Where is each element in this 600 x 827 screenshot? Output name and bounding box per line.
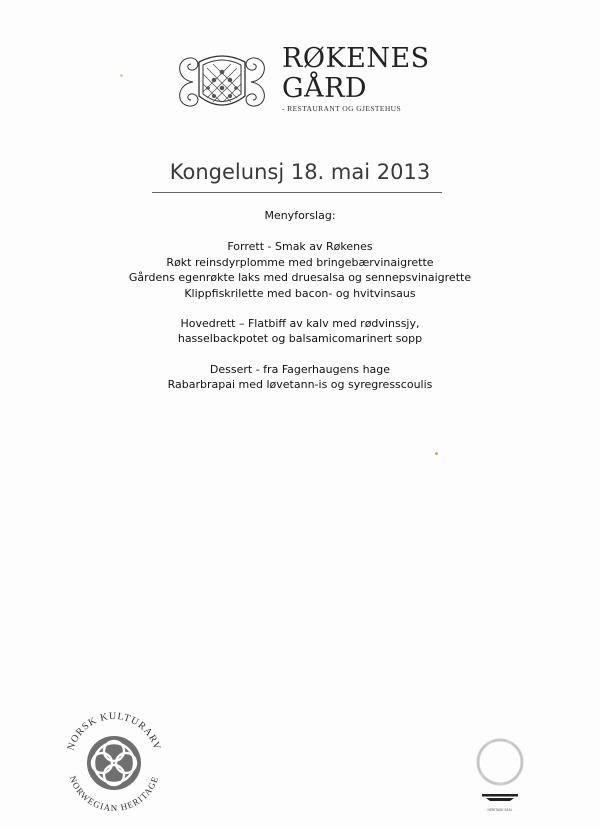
rokenes-crest-icon [173,50,271,114]
celtic-knot-icon [87,736,141,790]
paper-speck [120,74,123,77]
heritage-text-top: NORSK KULTURARV [65,710,163,752]
menu-line: Rabarbrapai med løvetann-is og syregresscoulis [167,378,433,392]
norwegian-heritage-logo [58,705,170,817]
paper-speck [435,452,438,455]
restaurant-name-line2: GÅRD [282,73,368,104]
menu-line: Klippfiskrilette med bacon- og hvitvinsaus [184,286,416,300]
menu-section-main [0,316,600,347]
heritage-text-bottom: NORWEGIAN HERITAGE [67,774,161,814]
ring-seal-icon [470,730,530,816]
menu-line: Forrett - Smak av Røkenes [227,240,373,254]
menu-line: hasselbackpotet og balsamicomarinert sopp [177,332,423,346]
menu-line: Hovedrett – Flatbiff av kalv med rødvinssjy, [180,317,420,331]
seal-caption: HERITAGE SEAL [487,808,513,812]
menu-section-starter [0,239,600,301]
menu-line: Gårdens egenrøkte laks med druesalsa og sennepsvinaigrette [128,271,472,285]
menu-content [0,208,600,408]
menu-section-dessert [0,362,600,393]
menu-line: Dessert - fra Fagerhaugens hage [209,362,391,376]
menu-heading: Menyforslag: [264,209,336,222]
title-divider [152,192,442,193]
page-title: Kongelunsj 18. mai 2013 [169,160,431,184]
menu-line: Røkt reinsdyrplomme med bringebærvinaigrette [166,255,434,269]
restaurant-name [282,44,430,104]
restaurant-tagline: - RESTAURANT OG GJESTEHUS [282,104,402,113]
restaurant-name-line1: RØKENES [282,43,430,74]
